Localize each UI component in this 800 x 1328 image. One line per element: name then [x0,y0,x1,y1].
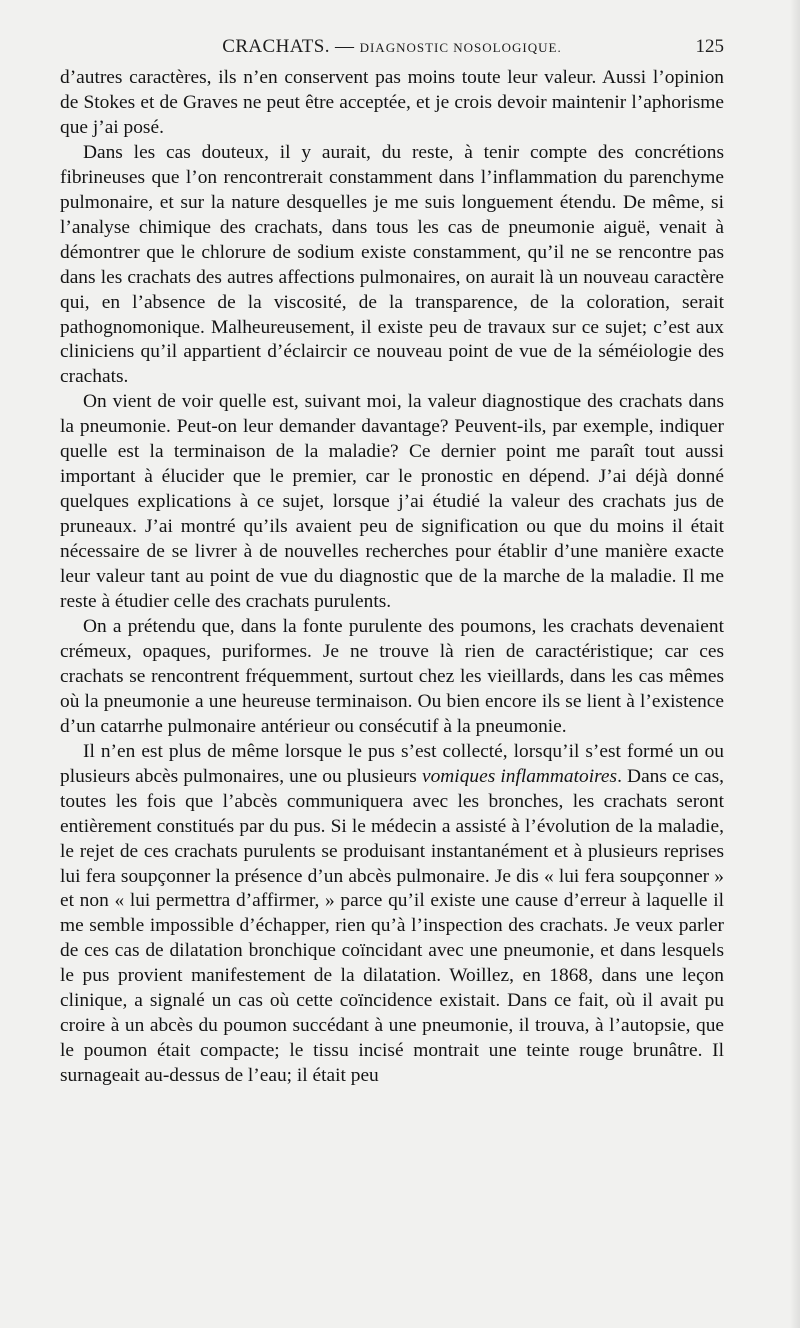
paragraph-with-italic [60,740,724,1089]
paragraph-text-before-italic: Il n’en est plus de même lorsque le pus s’est collecté, lorsqu’il s’est formé un ou plusieurs abcès pulmonaires, une ou plusieurs [60,740,724,787]
paragraph-text-after-italic: . Dans ce cas, toutes les fois que l’abcès communiquera avec les bronches, les crachats seront entièrement constitués par du pus. Si le médecin a assisté à l’évolution de la maladie, le rejet de ces crachats purulents se produisant instantanément et à plusieurs reprises lui fera soupçonner la présence d’un abcès pulmonaire. Je dis « lui fera soupçonner » et non « lui permettra d’affirmer, » parce qu’il existe une cause d’erreur à laquelle il me semble impossible d’échapper, rien qu’à l’inspection des crachats. Je veux parler de ces cas de dilatation bronchique coïncidant avec une pneumonie, et dans lesquels le pus provient manifestement de la dilatation. Woillez, en 1868, dans une leçon clinique, a signalé un cas où cette coïncidence existait. Dans ce fait, où il avait pu croire à un abcès du poumon succédant à une pneumonie, il trouva, à l’autopsie, que le poumon était compacte; le tissu incisé montrait une teinte rouge brunâtre. Il surnageait au-dessus de l’eau; il était peu [60,765,724,1087]
paragraph: On vient de voir quelle est, suivant moi, la valeur diagnostique des crachats dans la pneumonie. Peut-on leur demander davantage? Peuvent-ils, par exemple, indiquer quelle est la terminaison de la maladie? Ce dernier point me paraît tout aussi important à élucider que le premier, car le pronostic en dépend. J’ai déjà donné quelques explications à ce sujet, lorsque j’ai étudié la valeur des crachats jus de pruneaux. J’ai montré qu’ils avaient peu de signification ou que du moins il était nécessaire de se livrer à de nouvelles recherches pour établir d’une manière exacte leur valeur tant au point de vue du diagnostic que de la marche de la maladie. Il me reste à étudier celle des crachats purulents. [60,391,724,613]
page-number: 125 [695,36,724,57]
running-title-main: CRACHATS. — [222,36,355,57]
paragraph: On a prétendu que, dans la fonte purulente des poumons, les crachats devenaient crémeux, opaques, puriformes. Je ne trouve là rien de caractéristique; car ces crachats se rencontrent fréquemment, surtout chez les vieillards, dans les cas mêmes où la pneumonie a une heureuse terminaison. Ou bien encore ils se lient à l’existence d’un catarrhe pulmonaire antérieur ou consécutif à la pneumonie. [60,615,724,737]
running-header [60,34,724,60]
page-edge-shadow [790,0,800,1328]
body-text [60,66,724,1089]
italic-term: vomiques inflammatoires [422,765,618,787]
running-title [60,34,724,61]
paragraph: Dans les cas douteux, il y aurait, du reste, à tenir compte des concrétions fibrineuses que l’on rencontrerait constamment dans l’inflammation du parenchyme pulmonaire, et sur la nature desquelles je me suis longuement étendu. De même, si l’analyse chimique des crachats, dans tous les cas de pneumonie aiguë, venait à démontrer que le chlorure de sodium existe constamment, qu’il ne se rencontre pas dans les crachats des autres affections pulmonaires, on aurait là un nouveau caractère qui, en l’absence de la viscosité, de la transparence, de la coloration, serait pathognomonique. Malheureusement, il existe peu de travaux sur ce sujet; c’est aux cliniciens qu’il appartient d’éclaircir ce nouveau point de vue de la séméiologie des crachats. [60,141,724,388]
running-title-subtitle: DIAGNOSTIC NOSOLOGIQUE. [359,40,562,55]
paragraph-continuation: d’autres caractères, ils n’en conservent pas moins toute leur valeur. Aussi l’opinion de Stokes et de Graves ne peut être acceptée, et je crois devoir maintenir l’aphorisme que j’ai posé. [60,67,724,138]
